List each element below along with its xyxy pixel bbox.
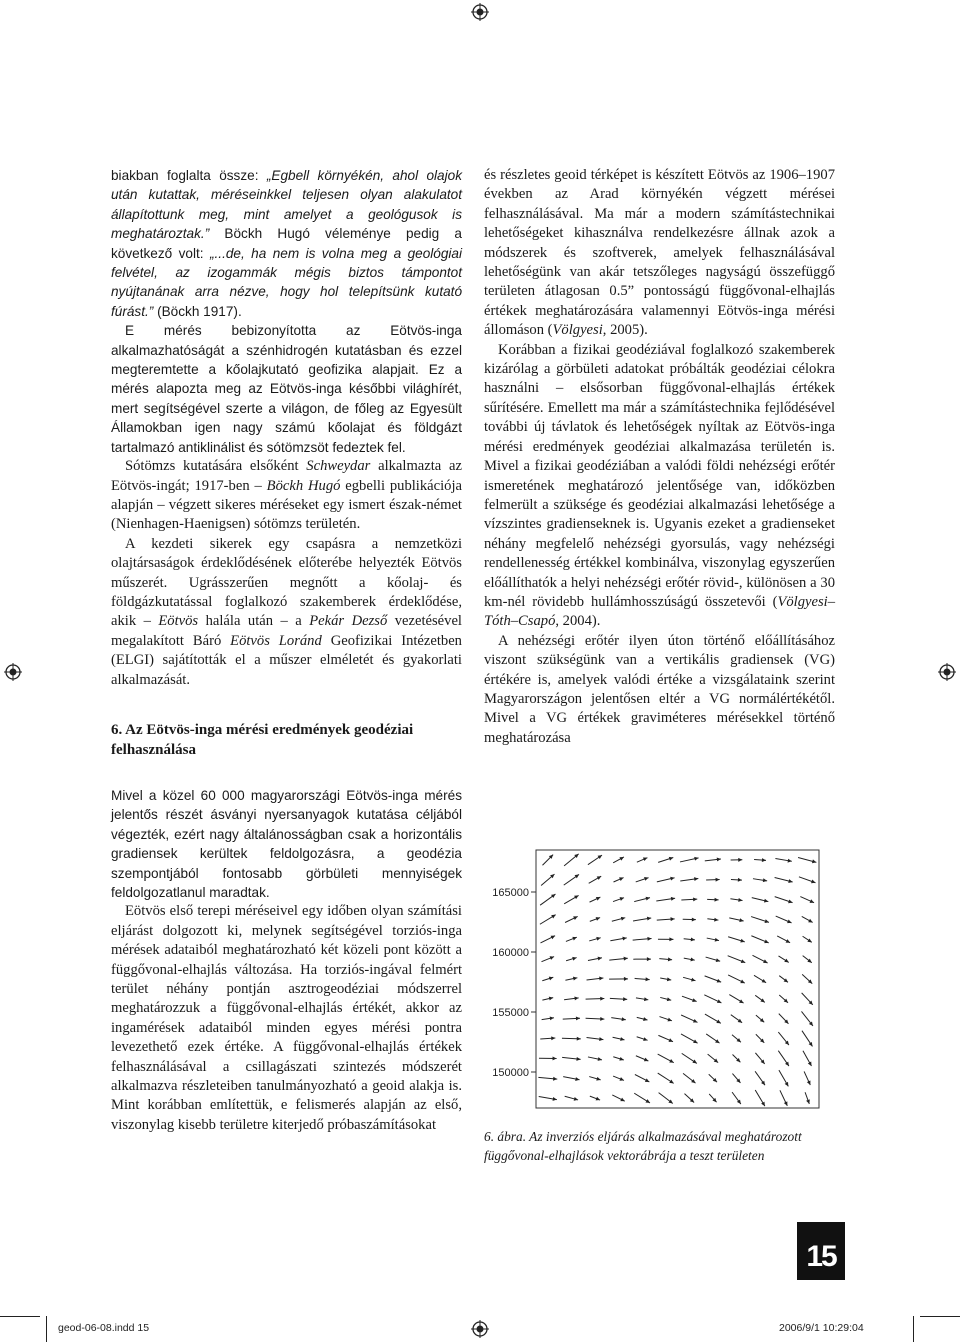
- vector-arrow: [776, 916, 792, 923]
- vector-arrow: [751, 936, 768, 943]
- vector-arrow: [588, 1057, 602, 1061]
- vector-arrow: [635, 977, 650, 981]
- vector-arrow: [778, 956, 788, 963]
- vector-arrow: [564, 874, 579, 885]
- vector-arrow: [684, 1094, 694, 1103]
- footer-left: geod-06-08.indd 15: [58, 1322, 149, 1334]
- vector-arrow: [611, 1017, 626, 1021]
- vector-arrow: [637, 1017, 648, 1021]
- vector-arrow: [540, 936, 555, 943]
- registration-mark-left: [4, 663, 22, 681]
- vector-arrow: [731, 878, 742, 882]
- vector-arrow: [730, 898, 742, 902]
- vector-arrow: [589, 876, 602, 883]
- vector-arrow: [563, 1017, 580, 1021]
- vector-arrow: [659, 1093, 673, 1104]
- vector-arrow: [614, 877, 624, 882]
- vector-arrow: [637, 857, 648, 862]
- vector-arrow: [775, 897, 793, 904]
- vector-arrow: [658, 937, 673, 941]
- vector-arrow: [636, 877, 649, 882]
- vector-arrow: [756, 1034, 764, 1043]
- vector-arrow: [541, 874, 554, 885]
- vector-arrow: [541, 956, 554, 961]
- vector-arrow: [683, 977, 695, 981]
- vector-arrow: [542, 855, 553, 866]
- crop-mark: [920, 1316, 960, 1317]
- vector-arrow: [565, 916, 578, 922]
- vector-arrow: [681, 1015, 697, 1023]
- vector-arrow: [683, 1073, 695, 1083]
- vector-figure: [484, 838, 829, 1116]
- vector-arrow: [706, 1034, 719, 1043]
- vector-arrow: [539, 1096, 557, 1100]
- vector-arrow: [680, 857, 699, 862]
- vector-arrow: [656, 897, 675, 901]
- vector-arrow: [728, 956, 746, 963]
- paragraph: Korábban a fizikai geodéziával foglalkozó szakemberek kizárólag a görbületi adatokat próbálták geodéziai célokra használni – elsősorban függővonal-elhajlás értékek sűrítésére. Emellett ma már a számítástechnika fejlődésével további új távlatok és lehetőségek nyíltak az Eötvös-inga mérési eredmények geodéziai alkalmazása területén is. Mivel a fizikai geodéziában a valódi földi nehézségi erőtér ismeretének meghatározó jelentősége van, időközben felmerült a szüksége és geodéziai alkalmazási lehetősége a vízszintes gradienseknek is. Ugyanis ezeket a gradienseket néhány megfelelő nehézségi gyorsulás, vagy nehézségi rendellenesség értékkel kombinálva, viszonylag egyszerűen előállíthatók a helyi nehézségi erőtér rövid-, különösen a 30 km-nél rövidebb hullámhosszúságú összetevői (Völgyesi–Tóth–Csapó, 2004).: [484, 341, 835, 632]
- vector-arrow: [731, 1015, 742, 1023]
- vector-arrow: [752, 955, 767, 963]
- left-column: [111, 166, 462, 1135]
- vector-arrow: [634, 897, 650, 902]
- vector-arrow: [706, 957, 721, 962]
- vector-arrow: [778, 1032, 789, 1045]
- registration-mark-bottom: [471, 1320, 489, 1338]
- vector-arrow: [705, 857, 721, 861]
- vector-arrow: [658, 1073, 674, 1083]
- vector-arrow: [633, 957, 651, 961]
- vector-arrow: [755, 1053, 764, 1064]
- vector-arrow: [660, 997, 671, 1001]
- vector-arrow: [755, 1071, 765, 1085]
- paragraph: A nehézségi erőtér ilyen úton történő előállításához viszont szükségünk van a vertikális gradiensek (VG) értékére is, amelyek valódi értéke a vizsgálataink szerint Magyarországon jelentősen eltér a VG normálértékétől. Mivel a VG értékek graviméteres mérésekkel történő meghatározása: [484, 632, 835, 748]
- y-tick-label: 160000: [492, 947, 529, 959]
- vector-arrow: [658, 1054, 674, 1063]
- vector-arrow: [564, 854, 579, 866]
- vector-arrow: [609, 977, 628, 981]
- crop-mark: [46, 1316, 47, 1342]
- vector-arrow: [589, 937, 600, 941]
- vector-arrow: [733, 1055, 741, 1063]
- vector-arrow: [566, 937, 577, 942]
- vector-arrow: [704, 995, 721, 1003]
- crop-mark: [0, 1316, 40, 1317]
- vector-arrow: [802, 993, 813, 1005]
- vector-arrow: [751, 917, 769, 923]
- vector-field-plot: [484, 838, 829, 1116]
- page-number: 15: [806, 1240, 835, 1274]
- vector-arrow: [634, 1093, 650, 1103]
- vector-arrow: [613, 1076, 624, 1081]
- vector-arrow: [708, 1054, 718, 1062]
- vector-arrow: [756, 1015, 764, 1022]
- vector-arrow: [540, 1036, 555, 1040]
- figure-caption-text: Az inverziós eljárás alkalmazásával meghatározott függővonal-elhajlások vektorábrája a teszt területen: [484, 1129, 802, 1163]
- paragraph: A kezdeti sikerek egy csapásra a nemzetközi olajtársaságok érdeklődésének előterébe helyezték Eötvös műszerét. Ugrásszerűen megnőtt a kőolaj- és földgázkutatással foglalkozó szakemberek érdeklődése, akik – Eötvös halála után – a Pekár Dezső vezetésével megalakított Báró Eötvös Loránd Geofizikai Intézetben (ELGI) sajátították el a műszer elméletét és gyakorlati alkalmazását.: [111, 535, 462, 690]
- vector-arrow: [779, 976, 788, 983]
- vector-arrow: [613, 1037, 625, 1041]
- plot-frame: [536, 850, 819, 1108]
- vector-arrow: [752, 898, 769, 903]
- vector-arrow: [613, 857, 624, 863]
- vector-arrow: [777, 936, 790, 943]
- vector-arrow: [612, 1095, 624, 1101]
- vector-arrow: [658, 1035, 673, 1042]
- vector-arrow: [587, 1037, 604, 1041]
- vector-arrow: [779, 1014, 789, 1024]
- vector-arrow: [542, 997, 553, 1001]
- vector-arrow: [659, 957, 672, 961]
- vector-arrow: [753, 878, 767, 882]
- vector-arrow: [565, 1096, 578, 1101]
- vector-arrow: [613, 1057, 624, 1061]
- vector-arrow: [779, 1070, 788, 1086]
- vector-arrow: [707, 898, 718, 902]
- figure-caption-label: 6. ábra.: [484, 1129, 526, 1144]
- vector-arrow: [683, 918, 696, 922]
- vector-arrow: [636, 1056, 649, 1061]
- paragraph: Eötvös első terepi méréseivel egy időben olyan számítási eljárást dolgozott ki, melynek segítségével torziós-inga mérések adataiból meghatározható két közeli pont között a függővonal-elhajlás változása. Ha torziós-ingával felmért terület néhány pontján asztrogeodéziai módszerrel meghatározzuk a függővonal-elhajlás értékét, akkor az ingamérések adataiból minden egyes mérési pontra levezethető ezek értéke. A függővonal-elhajlás értékek felhasználásával a csillagászati szintezés módszerét alkalmazva részleteiben tanulmányozható a geoid alakja is. Mint korábban említettük, e felismerés alapján az első, viszonylag kisebb területre kiterjedő próbaszámításokat: [111, 902, 462, 1135]
- vector-arrow: [589, 1077, 600, 1081]
- vector-arrow: [680, 877, 698, 881]
- paragraph: Mivel a közel 60 000 magyarországi Eötvös-inga mérés jelentős részét ásványi nyersanyagok kutatása céljából végezték, ezért nagy általánosságban csak a horizontális gradiensek kerültek feldolgozásra, a geodézia szempontjából fontosabb görbületi mennyiségek feldolgozatlanul maradtak.: [111, 786, 462, 902]
- vector-arrow: [590, 1096, 600, 1100]
- vector-arrow: [732, 1035, 741, 1042]
- vector-arrow: [542, 1016, 554, 1020]
- vector-arrow: [637, 1037, 648, 1041]
- vector-arrow: [780, 1090, 787, 1106]
- vector-arrow: [804, 1071, 810, 1085]
- vector-arrow: [588, 957, 602, 961]
- vector-arrow: [728, 937, 745, 943]
- paragraph: E mérés bebizonyította az Eötvös-inga alkalmazhatóságát a szénhidrogén kutatásban és ezzel megteremtette a kőolajkutató geofizika alapjait. Ez a mérés alapozta meg az Eötvös-inga későbbi világhírét, mert segítségével szerte a világon, de főleg az Egyesült Államokban igen nagy számú kőolajat és földgázt tartalmazó antiklinálist és sótömzsöt fedeztek fel.: [111, 321, 462, 457]
- vector-arrow: [754, 975, 766, 982]
- vector-arrow: [802, 974, 812, 983]
- vector-arrow: [732, 1074, 740, 1083]
- vector-arrow: [587, 977, 604, 981]
- vector-arrow: [590, 897, 601, 902]
- vector-arrow: [802, 1031, 813, 1047]
- vector-arrow: [799, 877, 816, 883]
- vector-arrow: [657, 917, 675, 921]
- vector-arrow: [707, 918, 718, 922]
- vector-arrow: [566, 957, 577, 961]
- vector-arrow: [612, 917, 625, 921]
- vector-arrow: [542, 977, 553, 981]
- vector-arrow: [709, 1074, 717, 1082]
- vector-arrow: [801, 1011, 812, 1025]
- vector-arrow: [539, 1056, 557, 1060]
- vector-arrow: [562, 1037, 581, 1041]
- vector-arrow: [590, 917, 600, 921]
- vector-arrow: [705, 1014, 721, 1023]
- vector-arrow: [682, 1053, 697, 1063]
- vector-arrow: [732, 1092, 741, 1104]
- vector-arrow: [660, 977, 671, 981]
- registration-mark-right: [938, 663, 956, 681]
- vector-arrow: [609, 957, 628, 961]
- vector-arrow: [800, 897, 814, 903]
- vector-arrow: [657, 877, 675, 882]
- vector-arrow: [778, 1051, 789, 1066]
- vector-arrow: [684, 958, 695, 962]
- vector-arrow: [684, 938, 695, 942]
- y-tick-label: 165000: [492, 887, 529, 899]
- vector-arrow: [729, 918, 743, 922]
- vector-arrow: [610, 937, 626, 941]
- vector-arrow: [705, 976, 722, 983]
- paragraph: és részletes geoid térképet is készített Eötvös az 1906–1907 években az Arad környékén végzett mérései felhasználásával. Ma már a modern számítástechnikai lehetőségeket kihasználva rendelkezésre állnak azok a módszerek és szoftverek, amelyek felhasználásával lehetőségünk van akár tetszőleges nagyságú összefüggő területen átlagosan 0.5” pontosságú függővonal-elhajlás értékek meghatározására valamennyi Eötvös-inga mérési állomáson (Völgyesi, 2005).: [484, 166, 835, 341]
- y-tick-label: 150000: [492, 1067, 529, 1079]
- vector-arrow: [564, 996, 579, 1000]
- vector-arrow: [775, 877, 793, 882]
- vector-arrow: [779, 995, 788, 1003]
- vector-arrow: [803, 1051, 812, 1066]
- registration-mark-top: [471, 3, 489, 21]
- vector-arrow: [682, 996, 697, 1002]
- vector-arrow: [707, 938, 719, 942]
- vector-arrow: [803, 936, 812, 942]
- vector-arrow: [798, 857, 816, 863]
- figure-caption: [484, 1127, 835, 1165]
- vector-arrow: [538, 1077, 557, 1081]
- paragraph: biakban foglalta össze: „Egbell környékén, ahol olajok után kutattak, méréseinkkel teljesen olyan alakulatot állapítottunk meg, mint amelyet a geológusok is meghatároztak.” Böckh Hugó véleménye pedig a következő volt: „...de, ha nem is volna meg a geológiai felvétel, az izogammák mégis biztos támpontot nyújtanának arra nézve, hogy hol telepítsünk kutató fúrást.” (Böckh 1917).: [111, 166, 462, 321]
- vector-arrow: [709, 1094, 716, 1102]
- vector-arrow: [731, 858, 743, 862]
- vector-arrow: [540, 915, 556, 925]
- vector-arrow: [681, 1034, 698, 1043]
- vector-arrow: [755, 1090, 765, 1106]
- vector-arrow: [633, 917, 651, 921]
- vector-arrow: [613, 897, 624, 901]
- paragraph: Sótömzs kutatására elsőként Schweydar alkalmazta az Eötvös-ingát; 1917-ben – Böckh Hugó egbelli publikációja alapján – végzett sikeres méréseket egy ismert észak-német (Nienhagen-Haenigsen) sótömzs területén.: [111, 457, 462, 535]
- vector-arrow: [563, 1077, 579, 1081]
- vector-arrow: [588, 855, 602, 865]
- vector-arrow: [802, 916, 813, 922]
- right-column: [484, 166, 835, 748]
- vector-arrow: [586, 997, 605, 1001]
- vector-arrow: [803, 956, 812, 963]
- vector-arrow: [610, 997, 627, 1001]
- vector-arrow: [565, 977, 577, 981]
- section-heading: 6. Az Eötvös-inga mérési eredmények geodéziai felhasználása: [111, 720, 462, 760]
- vector-arrow: [562, 1057, 580, 1061]
- crop-mark: [913, 1316, 914, 1342]
- page-number-box: [797, 1222, 845, 1280]
- y-tick-label: 155000: [492, 1007, 529, 1019]
- vector-arrow: [681, 897, 697, 901]
- vector-arrow: [586, 1017, 605, 1021]
- vector-arrow: [633, 937, 652, 941]
- vector-arrow: [658, 857, 673, 862]
- vector-arrow: [659, 1017, 671, 1022]
- vector-arrow: [754, 858, 766, 862]
- vector-arrow: [635, 1074, 650, 1081]
- vector-arrow: [728, 975, 745, 983]
- vector-arrow: [805, 1092, 810, 1104]
- footer-right: 2006/9/1 10:29:04: [779, 1322, 864, 1334]
- vector-arrow: [755, 995, 765, 1002]
- vector-arrow: [729, 995, 743, 1003]
- vector-arrow: [775, 859, 791, 863]
- vector-arrow: [564, 895, 578, 903]
- vector-arrow: [706, 878, 720, 882]
- vector-arrow: [636, 997, 648, 1001]
- vector-arrow: [540, 894, 555, 905]
